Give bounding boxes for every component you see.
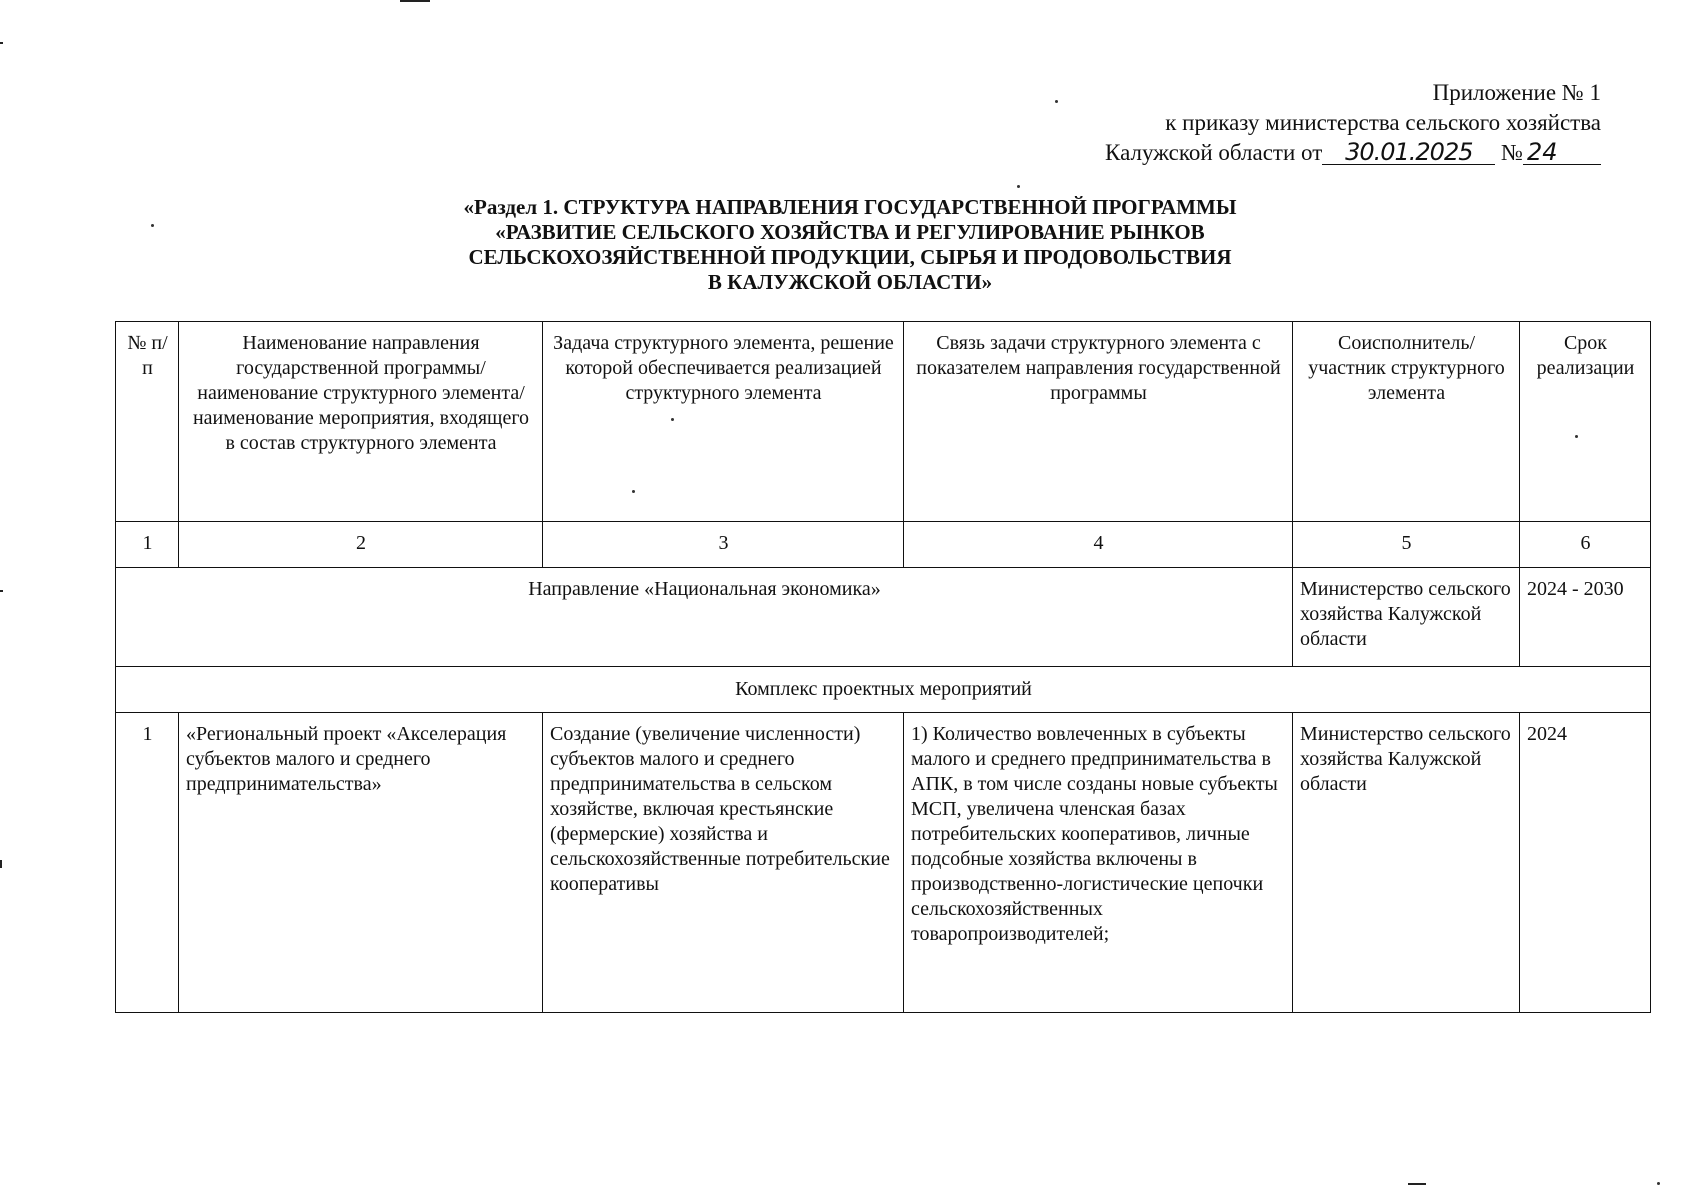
row-task: Создание (увеличение численности) субъектов малого и среднего предпринимательства в сельском хозяйстве, включая крестьянские (фермерские) хозяйства и сельскохозяйственные потребительские кооперативы <box>543 713 904 1013</box>
scan-edge-mark <box>0 860 2 868</box>
handwritten-number: 24 <box>1523 140 1601 165</box>
column-number-cell: 2 <box>179 522 543 568</box>
direction-name: Направление «Национальная экономика» <box>116 568 1293 667</box>
column-number-row <box>116 522 1651 568</box>
header-cell-executor: Соисполнитель/участник структурного элемента <box>1293 322 1520 522</box>
table-header-row <box>116 322 1651 522</box>
header-cell-task: Задача структурного элемента, решение которой обеспечивается реализацией структурного элемента <box>543 322 904 522</box>
appendix-title: Приложение № 1 <box>1432 80 1601 105</box>
section-title <box>410 195 1290 295</box>
scan-edge-mark <box>400 0 430 2</box>
appendix-date-line <box>901 138 1601 168</box>
section-title-line: В КАЛУЖСКОЙ ОБЛАСТИ» <box>707 270 993 294</box>
section-title-line: «РАЗВИТИЕ СЕЛЬСКОГО ХОЗЯЙСТВА И РЕГУЛИРОВАНИЕ РЫНКОВ <box>495 220 1205 244</box>
scan-speck <box>671 418 674 421</box>
column-number-cell: 3 <box>543 522 904 568</box>
scan-speck <box>1575 435 1578 438</box>
row-executor: Министерство сельского хозяйства Калужской области <box>1293 713 1520 1013</box>
scan-speck <box>1055 100 1058 103</box>
direction-executor: Министерство сельского хозяйства Калужской области <box>1293 568 1520 667</box>
table-row <box>116 713 1651 1013</box>
scan-speck <box>151 224 154 227</box>
appendix-order-line: к приказу министерства сельского хозяйства <box>1165 110 1601 135</box>
scan-speck <box>1017 185 1020 188</box>
scan-speck <box>1657 1182 1660 1185</box>
scan-edge-mark <box>0 590 3 592</box>
complex-row <box>116 667 1651 713</box>
header-cell-link: Связь задачи структурного элемента с показателем направления государственной программы <box>904 322 1293 522</box>
scan-edge-mark <box>0 42 3 44</box>
direction-period: 2024 - 2030 <box>1520 568 1651 667</box>
handwritten-date: 30.01.2025 <box>1322 140 1495 165</box>
direction-row <box>116 568 1651 667</box>
appendix-region-prefix: Калужской области от <box>1105 140 1323 165</box>
section-title-line: «Раздел 1. СТРУКТУРА НАПРАВЛЕНИЯ ГОСУДАРСТВЕННОЙ ПРОГРАММЫ <box>463 195 1237 219</box>
row-number: 1 <box>116 713 179 1013</box>
row-name: «Региональный проект «Акселерация субъектов малого и среднего предпринимательства» <box>179 713 543 1013</box>
column-number-cell: 4 <box>904 522 1293 568</box>
header-cell-period: Срок реализации <box>1520 322 1651 522</box>
appendix-header <box>901 78 1601 168</box>
scan-edge-mark <box>1408 1183 1426 1185</box>
scan-speck <box>632 490 635 493</box>
column-number-cell: 5 <box>1293 522 1520 568</box>
header-cell-number: № п/п <box>116 322 179 522</box>
row-period: 2024 <box>1520 713 1651 1013</box>
column-number-cell: 6 <box>1520 522 1651 568</box>
complex-title: Комплекс проектных мероприятий <box>116 667 1651 713</box>
row-link: 1) Количество вовлеченных в субъекты малого и среднего предпринимательства в АПК, в том числе созданы новые субъекты МСП, увеличена членская базах потребительских кооперативов, личные подсобные хозяйства включены в производственно-логистические цепочки сельскохозяйственных товаропроизводителей; <box>904 713 1293 1013</box>
section-title-line: СЕЛЬСКОХОЗЯЙСТВЕННОЙ ПРОДУКЦИИ, СЫРЬЯ И ПРОДОВОЛЬСТВИЯ <box>468 245 1232 269</box>
structure-table <box>115 321 1651 1013</box>
number-label: № <box>1501 140 1523 165</box>
column-number-cell: 1 <box>116 522 179 568</box>
header-cell-name: Наименование направления государственной программы/наименование структурного элемента/наименование мероприятия, входящего в состав структурного элемента <box>179 322 543 522</box>
